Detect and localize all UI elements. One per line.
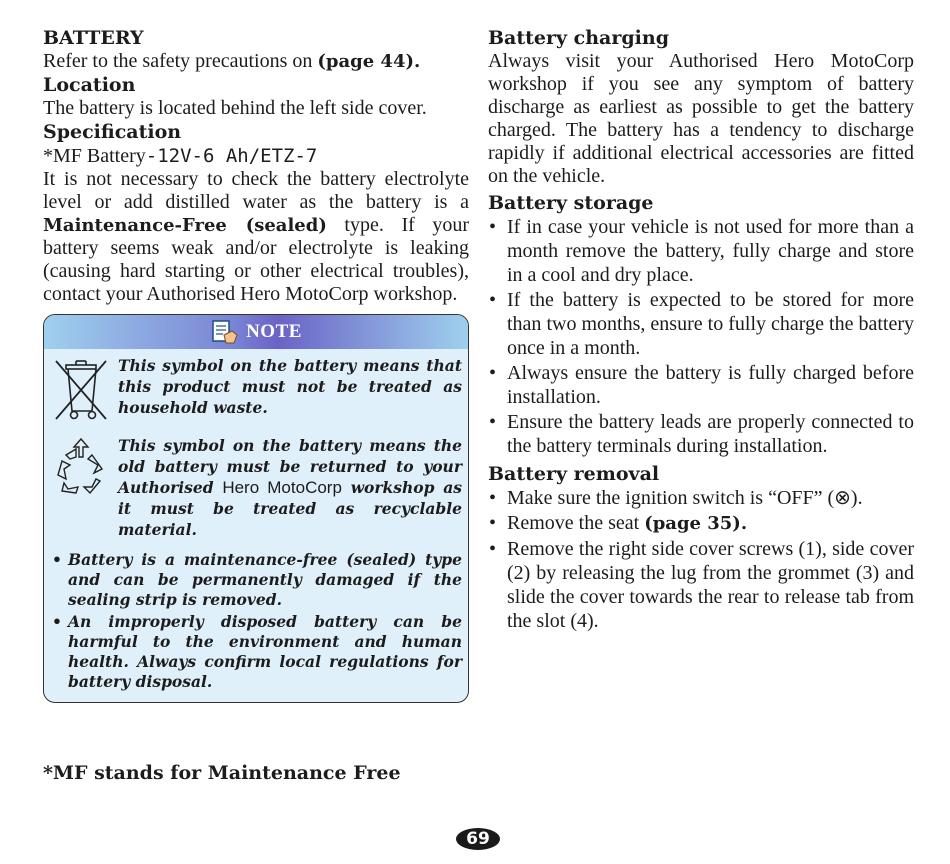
note-title: NOTE: [246, 321, 302, 342]
spec-part1: It is not necessary to check the battery electrolyte level or add distilled water as the battery is a: [43, 168, 469, 213]
right-column: [488, 26, 914, 634]
mf-footnote: *MF stands for Maintenance Free: [43, 762, 401, 784]
storage-heading: Battery storage: [488, 192, 654, 214]
note-waste-row: [50, 355, 462, 425]
location-text: The battery is located behind the left side cover.: [43, 97, 427, 119]
recycle-text-part2: workshop as it must be treated as recyclable material.: [118, 478, 462, 539]
recycle-symbol-text: [118, 435, 462, 540]
spec-value: -12V-6 Ah/ETZ-7: [145, 145, 318, 167]
note-box: [43, 314, 469, 703]
location-heading: Location: [43, 74, 136, 96]
note-hand-icon: [210, 319, 240, 345]
safety-reference: [43, 50, 469, 73]
removal-bullet-seat: [488, 511, 914, 536]
storage-bullet-item: • If in case your vehicle is not used for more than a month remove the battery, fully charge and store in a cool and dry place.: [488, 215, 914, 287]
removal-seat-page: (page 35).: [644, 513, 748, 534]
spec-part2: type. If your battery seems weak and/or electrolyte is leaking (causing hard starting or other electrical troubles), contact your Authorised Hero MotoCorp workshop.: [43, 214, 469, 305]
removal-seat-prefix: Remove the seat: [507, 512, 645, 534]
note-header: [44, 315, 468, 349]
note-recycle-row: [50, 435, 462, 540]
removal-bullet-cover: • Remove the right side cover screws (1), side cover (2) by releasing the lug from the grommet (3) and slide the cover towards the rear to release tab from the slot (4).: [488, 537, 914, 633]
waste-symbol-text: This symbol on the battery means that this product must not be treated as household waste.: [118, 356, 462, 417]
storage-bullet-item: • Ensure the battery leads are properly connected to the battery terminals during installation.: [488, 410, 914, 458]
page-number-badge: 69: [456, 828, 500, 850]
charging-heading: Battery charging: [488, 27, 669, 49]
note-bullet-item: • An improperly disposed battery can be harmful to the environment and human health. Always confirm local regulations for battery disposal.: [50, 612, 462, 692]
recycle-brand: Hero MotoCorp: [222, 478, 342, 497]
storage-bullets: [488, 215, 914, 458]
removal-heading: Battery removal: [488, 463, 660, 485]
spec-prefix: *MF Battery: [43, 145, 146, 167]
battery-heading: BATTERY: [43, 27, 144, 49]
left-column: [43, 26, 469, 703]
recycle-text-part1: This symbol on the battery means the old battery must be returned to your Authorised: [118, 436, 462, 497]
removal-bullets: [488, 486, 914, 633]
storage-bullet-item: • Always ensure the battery is fully charged before installation.: [488, 361, 914, 409]
specification-heading: Specification: [43, 121, 182, 143]
specification-text: [43, 168, 469, 306]
storage-bullet-item: • If the battery is expected to be stored for more than two months, ensure to fully charge the battery once in a month.: [488, 288, 914, 360]
removal-bullet-ignition: • Make sure the ignition switch is “OFF” (⊗).: [488, 486, 914, 510]
spec-bold: Maintenance-Free (sealed): [43, 215, 327, 236]
note-bullet-item: • Battery is a maintenance-free (sealed) type and can be permanently damaged if the sealing strip is removed.: [50, 550, 462, 610]
safety-page-link: (page 44).: [317, 51, 421, 72]
specification-line: [43, 144, 469, 168]
safety-prefix: Refer to the safety precautions on: [43, 50, 318, 72]
recycle-icon: [50, 435, 112, 505]
note-bullets: [50, 550, 462, 692]
charging-text: Always visit your Authorised Hero MotoCorp workshop if you see any symptom of battery discharge as earliest as possible to get the battery charged. The battery has a tendency to discharge rapidly if additional electrical accessories are fitted on the vehicle.: [488, 50, 914, 187]
crossed-bin-icon: [50, 355, 112, 425]
